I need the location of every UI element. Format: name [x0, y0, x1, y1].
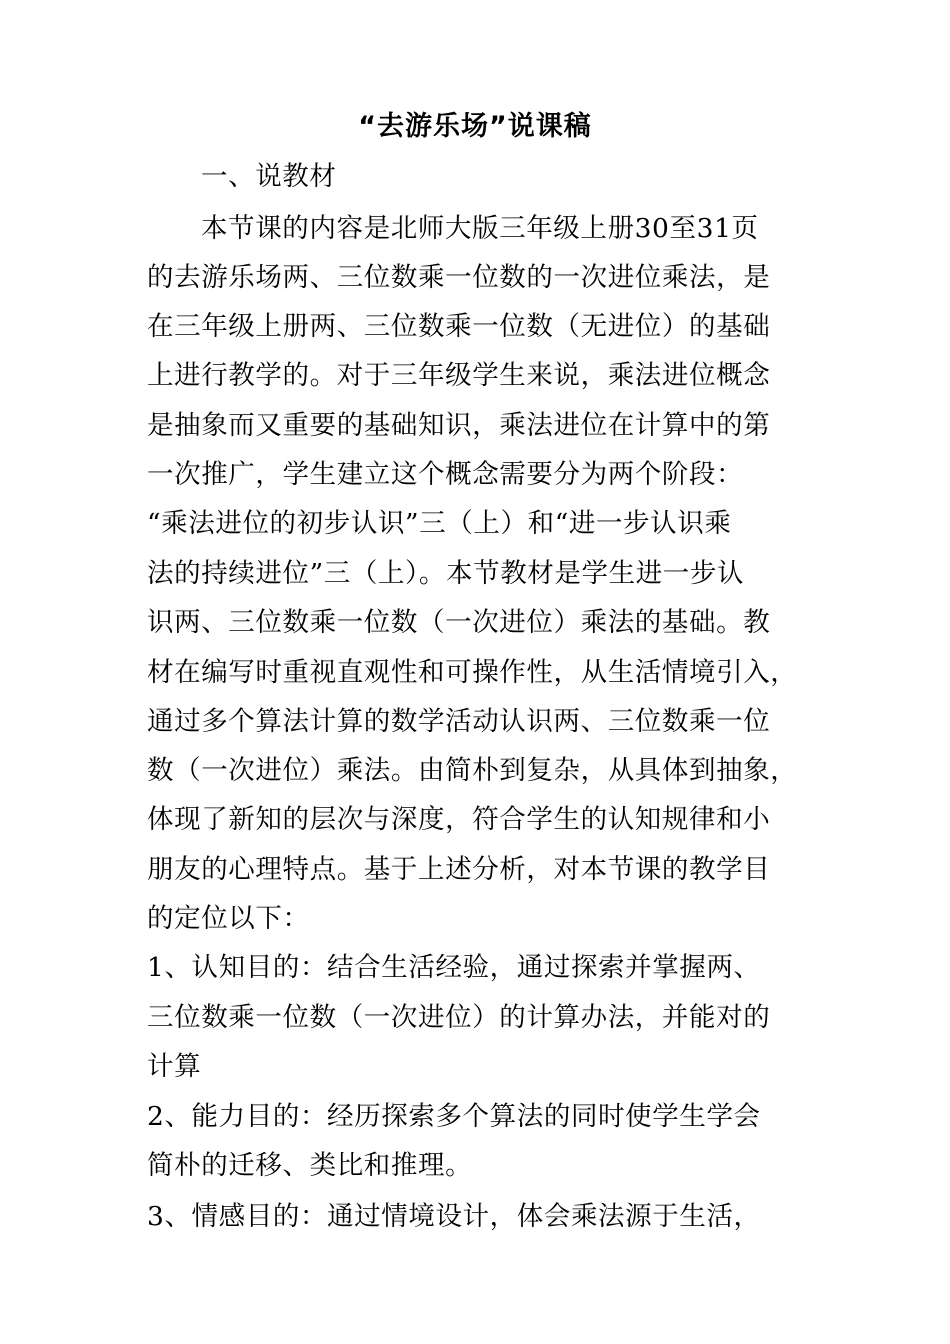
paragraph-line: 的去游乐场两、三位数乘一位数的一次进位乘法，是	[147, 262, 771, 293]
paragraph-line: 三位数乘一位数（一次进位）的计算办法，并能对的	[147, 1002, 771, 1033]
objective-item: 3、情感目的：通过情境设计，体会乘法源于生活，	[147, 1201, 761, 1232]
paragraph-line: 朋友的心理特点。基于上述分析，对本节课的教学目	[147, 854, 771, 885]
paragraph-line: 数（一次进位）乘法。由简朴到复杂，从具体到抽象，	[147, 755, 798, 786]
paragraph-line: 简朴的迁移、类比和推理。	[147, 1150, 473, 1181]
paragraph-line: 本节课的内容是北师大版三年级上册30至31页	[201, 213, 759, 244]
paragraph-line: 计算	[147, 1051, 202, 1082]
paragraph-line: 通过多个算法计算的数学活动认识两、三位数乘一位	[147, 706, 771, 737]
document-title: “去游乐场”说课稿	[358, 111, 592, 142]
paragraph-line: 是抽象而又重要的基础知识，乘法进位在计算中的第	[147, 410, 771, 441]
paragraph-line: 材在编写时重视直观性和可操作性，从生活情境引入，	[147, 657, 798, 688]
objective-item: 2、能力目的：经历探索多个算法的同时使学生学会	[147, 1101, 761, 1132]
paragraph-line: 法的持续进位”三（上）。本节教材是学生进一步认	[147, 558, 745, 589]
paragraph-line: 体现了新知的层次与深度，符合学生的认知规律和小	[147, 804, 771, 835]
paragraph-line: “乘法进位的初步认识”三（上）和“进一步认识乘	[147, 508, 732, 539]
paragraph-line: 的定位以下：	[147, 903, 310, 934]
section-heading: 一、说教材	[201, 161, 337, 192]
paragraph-line: 识两、三位数乘一位数（一次进位）乘法的基础。教	[147, 607, 771, 638]
paragraph-line: 在三年级上册两、三位数乘一位数（无进位）的基础	[147, 311, 771, 342]
objective-item: 1、认知目的：结合生活经验，通过探索并掌握两、	[147, 952, 761, 983]
paragraph-line: 一次推广，学生建立这个概念需要分为两个阶段：	[147, 459, 744, 490]
paragraph-line: 上进行教学的。对于三年级学生来说，乘法进位概念	[147, 360, 771, 391]
